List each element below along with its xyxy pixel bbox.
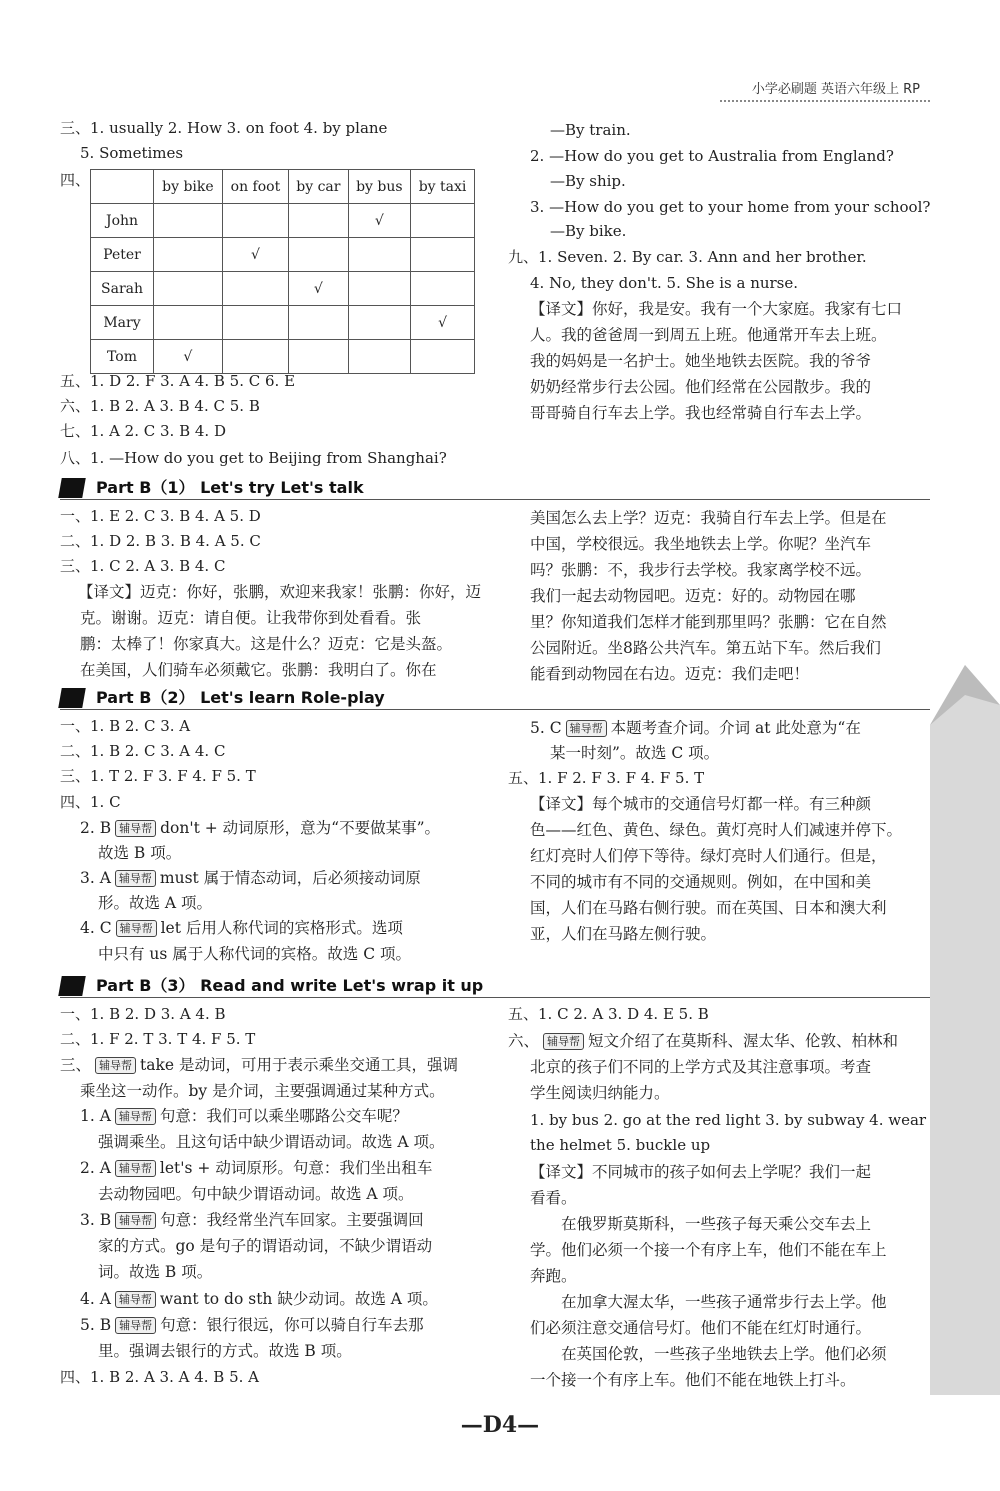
translation-line: 一个接一个有序上车。他们不能在地铁上打斗。 [530, 1371, 856, 1389]
row-name: Sarah [91, 272, 154, 306]
table-cell [154, 272, 223, 306]
table-row [91, 238, 475, 272]
tutor-tag: 辅导帮 [116, 920, 157, 937]
explanation-line: 5. C 辅导帮 本题考查介词。介词 at 此处意为“在 [530, 719, 861, 737]
answer-line: 五、1. D 2. F 3. A 4. B 5. C 6. E [60, 372, 296, 390]
section-header [60, 684, 930, 710]
explanation-line: 北京的孩子们不同的上学方式及其注意事项。考查 [530, 1058, 872, 1076]
translation-line: 哥哥骑自行车去上学。我也经常骑自行车去上学。 [530, 404, 872, 422]
tutor-tag: 辅导帮 [115, 1160, 156, 1177]
translation-line: 我们一起去动物园吧。迈克：好的。动物园在哪 [530, 587, 856, 605]
section-marker [58, 976, 86, 996]
translation-line: 克。谢谢。迈克：请自便。让我带你到处看看。张 [80, 609, 422, 627]
section-header [60, 972, 930, 998]
table-cell [348, 340, 410, 374]
table-cell [348, 238, 410, 272]
running-header: 小学必刷题 英语六年级上 RP [751, 82, 920, 97]
explanation-line: 3. A 辅导帮 must 属于情态动词，后必须接动词原 [80, 869, 421, 887]
answer-line: 五、1. F 2. F 3. F 4. F 5. T [508, 769, 705, 787]
translation-line: 中国，学校很远。我坐地铁去上学。你呢？坐汽车 [530, 535, 872, 553]
explanation-line: 4. A 辅导帮 want to do sth 缺少动词。故选 A 项。 [80, 1290, 438, 1308]
explanation-line: 2. A 辅导帮 let's + 动词原形。句意：我们坐出租车 [80, 1159, 433, 1177]
answer-line: 二、1. F 2. T 3. T 4. F 5. T [60, 1030, 256, 1048]
column-header: by car [289, 170, 349, 204]
translation-line: 在俄罗斯莫斯科，一些孩子每天乘公交车去上 [530, 1215, 872, 1233]
tutor-tag: 辅导帮 [543, 1033, 584, 1050]
answer-line: 三、1. usually 2. How 3. on foot 4. by plane [60, 119, 388, 137]
table-cell: √ [222, 238, 288, 272]
translation-line: 【译文】每个城市的交通信号灯都一样。有三种颜 [530, 795, 872, 813]
answer-line: 一、1. E 2. C 3. B 4. A 5. D [60, 507, 261, 525]
translation-line: 能看到动物园在右边。迈克：我们走吧！ [530, 665, 810, 683]
translation-line: 在美国，人们骑车必须戴它。张鹏：我明白了。你在 [80, 661, 437, 679]
translation-line: 吗？张鹏：不，我步行去学校。我家离学校不远。 [530, 561, 872, 579]
table-cell [154, 204, 223, 238]
answer-line: 三、1. C 2. A 3. B 4. C [60, 557, 226, 575]
table-header-row [91, 170, 475, 204]
translation-line: 红灯亮时人们停下等待。绿灯亮时人们通行。但是， [530, 847, 887, 865]
row-name: Tom [91, 340, 154, 374]
table-row [91, 204, 475, 238]
row-name: John [91, 204, 154, 238]
translation-line: 学。他们必须一个接一个有序上车，他们不能在车上 [530, 1241, 887, 1259]
translation-line: 亚，人们在马路左侧行驶。 [530, 925, 717, 943]
table-cell: √ [348, 204, 410, 238]
translation-line: 人。我的爸爸周一到周五上班。他通常开车去上班。 [530, 326, 887, 344]
answer-line: 2. —How do you get to Australia from England? [530, 147, 894, 165]
table-cell [222, 204, 288, 238]
answer-line: 九、1. Seven. 2. By car. 3. Ann and her brother. [508, 248, 867, 266]
answer-line: 五、1. C 2. A 3. D 4. E 5. B [508, 1005, 709, 1023]
table-cell [222, 272, 288, 306]
table-cell [289, 340, 349, 374]
explanation-line: 3. B 辅导帮 句意：我经常坐汽车回家。主要强调回 [80, 1211, 424, 1229]
page-number: —D4— [460, 1412, 540, 1438]
decorative-side-graphic [930, 665, 1000, 1395]
answer-line: 4. No, they don't. 5. She is a nurse. [530, 274, 799, 292]
translation-line: 在英国伦敦，一些孩子坐地铁去上学。他们必须 [530, 1345, 887, 1363]
tutor-tag: 辅导帮 [95, 1057, 136, 1074]
answer-line: 二、1. D 2. B 3. B 4. A 5. C [60, 532, 261, 550]
explanation-line: 家的方式。go 是句子的谓语动词，不缺少谓语动 [98, 1237, 433, 1255]
tutor-tag: 辅导帮 [566, 720, 607, 737]
row-name: Mary [91, 306, 154, 340]
answer-line: 3. —How do you get to your home from your school? [530, 198, 931, 216]
translation-line: 美国怎么去上学？迈克：我骑自行车去上学。但是在 [530, 509, 887, 527]
explanation-line: 六、 辅导帮 短文介绍了在莫斯科、渥太华、伦敦、柏林和 [508, 1032, 899, 1050]
explanation-line: 强调乘坐。且这句话中缺少谓语动词。故选 A 项。 [98, 1133, 445, 1151]
section-header [60, 474, 930, 500]
translation-line: 在加拿大渥太华，一些孩子通常步行去上学。他 [530, 1293, 887, 1311]
section-title: Part B（3） Read and write Let's wrap it up [96, 976, 484, 995]
column-header: on foot [222, 170, 288, 204]
translation-line: 【译文】不同城市的孩子如何去上学呢？我们一起 [530, 1163, 872, 1181]
answer-line: 一、1. B 2. C 3. A [60, 717, 191, 735]
table-cell [411, 340, 475, 374]
explanation-line: 某一时刻”。故选 C 项。 [550, 744, 720, 762]
table-cell [411, 272, 475, 306]
explanation-line: 乘坐这一动作。by 是介词，主要强调通过某种方式。 [80, 1082, 445, 1100]
header-divider [720, 100, 930, 102]
table-cell [154, 238, 223, 272]
table-cell [222, 340, 288, 374]
explanation-line: 词。故选 B 项。 [98, 1263, 213, 1281]
answer-line: 1. by bus 2. go at the red light 3. by subway 4. wear [530, 1111, 927, 1129]
tutor-tag: 辅导帮 [115, 1291, 156, 1308]
table-cell [289, 238, 349, 272]
translation-line: 【译文】迈克：你好，张鹏，欢迎来我家！张鹏：你好，迈 [78, 583, 482, 601]
answer-line: 二、1. B 2. C 3. A 4. C [60, 742, 226, 760]
translation-line: 奶奶经常步行去公园。他们经常在公园散步。我的 [530, 378, 872, 396]
table-cell [411, 238, 475, 272]
translation-line: 鹏：太棒了！你家真大。这是什么？迈克：它是头盔。 [80, 635, 453, 653]
table-cell [154, 306, 223, 340]
explanation-line: 1. A 辅导帮 句意：我们可以乘坐哪路公交车呢？ [80, 1107, 408, 1125]
answer-line: 5. Sometimes [80, 144, 184, 162]
table-cell [289, 204, 349, 238]
tutor-tag: 辅导帮 [115, 1317, 156, 1334]
translation-line: 们必须注意交通信号灯。他们不能在红灯时通行。 [530, 1319, 872, 1337]
answer-line: 四、1. B 2. A 3. A 4. B 5. A [60, 1368, 260, 1386]
answer-line: the helmet 5. buckle up [530, 1136, 711, 1154]
table-row [91, 340, 475, 374]
translation-line: 看看。 [530, 1189, 577, 1207]
transport-table [90, 169, 475, 374]
answer-line: 一、1. B 2. D 3. A 4. B [60, 1005, 226, 1023]
column-header: by bus [348, 170, 410, 204]
table-cell [222, 306, 288, 340]
tutor-tag: 辅导帮 [115, 1212, 156, 1229]
row-name: Peter [91, 238, 154, 272]
answer-line: 八、1. —How do you get to Beijing from Shanghai? [60, 449, 447, 467]
explanation-line: 2. B 辅导帮 don't + 动词原形，意为“不要做某事”。 [80, 819, 441, 837]
section-marker [58, 688, 86, 708]
explanation-line: 里。强调去银行的方式。故选 B 项。 [98, 1342, 352, 1360]
table-cell [348, 306, 410, 340]
explanation-line: 5. B 辅导帮 句意：银行很远，你可以骑自行车去那 [80, 1316, 424, 1334]
table-row [91, 306, 475, 340]
section-title: Part B（1） Let's try Let's talk [96, 478, 364, 497]
explanation-line: 三、 辅导帮 take 是动词，可用于表示乘坐交通工具，强调 [60, 1056, 458, 1074]
answer-line: —By train. [550, 121, 631, 139]
answer-line: 四、 [60, 171, 91, 189]
explanation-line: 学生阅读归纳能力。 [530, 1084, 670, 1102]
section-marker [58, 478, 86, 498]
tutor-tag: 辅导帮 [115, 1108, 156, 1125]
explanation-line: 形。故选 A 项。 [98, 894, 213, 912]
answer-line: 六、1. B 2. A 3. B 4. C 5. B [60, 397, 260, 415]
translation-line: 奔跑。 [530, 1267, 577, 1285]
answer-line: 七、1. A 2. C 3. B 4. D [60, 422, 226, 440]
tutor-tag: 辅导帮 [115, 820, 156, 837]
explanation-line: 故选 B 项。 [98, 844, 182, 862]
explanation-line: 中只有 us 属于人称代词的宾格。故选 C 项。 [98, 945, 412, 963]
table-cell: √ [411, 306, 475, 340]
table-cell [289, 306, 349, 340]
answer-line: —By ship. [550, 172, 626, 190]
table-cell [411, 204, 475, 238]
explanation-line: 去动物园吧。句中缺少谓语动词。故选 A 项。 [98, 1185, 414, 1203]
translation-line: 【译文】你好，我是安。我有一个大家庭。我家有七口 [530, 300, 903, 318]
translation-line: 公园附近。坐8路公共汽车。第五站下车。然后我们 [530, 639, 881, 657]
tutor-tag: 辅导帮 [115, 870, 156, 887]
table-cell: √ [289, 272, 349, 306]
table-row [91, 272, 475, 306]
table-cell [348, 272, 410, 306]
answer-line: 四、1. C [60, 793, 121, 811]
column-header: by taxi [411, 170, 475, 204]
translation-line: 不同的城市有不同的交通规则。例如，在中国和美 [530, 873, 872, 891]
answer-line: —By bike. [550, 222, 627, 240]
translation-line: 国，人们在马路右侧行驶。而在英国、日本和澳大利 [530, 899, 887, 917]
translation-line: 色——红色、黄色、绿色。黄灯亮时人们减速并停下。 [530, 821, 903, 839]
section-title: Part B（2） Let's learn Role-play [96, 688, 385, 707]
column-header: by bike [154, 170, 223, 204]
table-cell: √ [154, 340, 223, 374]
explanation-line: 4. C 辅导帮 let 后用人称代词的宾格形式。选项 [80, 919, 403, 937]
answer-line: 三、1. T 2. F 3. F 4. F 5. T [60, 767, 256, 785]
translation-line: 我的妈妈是一名护士。她坐地铁去医院。我的爷爷 [530, 352, 872, 370]
translation-line: 里？你知道我们怎样才能到那里吗？张鹏：它在自然 [530, 613, 887, 631]
